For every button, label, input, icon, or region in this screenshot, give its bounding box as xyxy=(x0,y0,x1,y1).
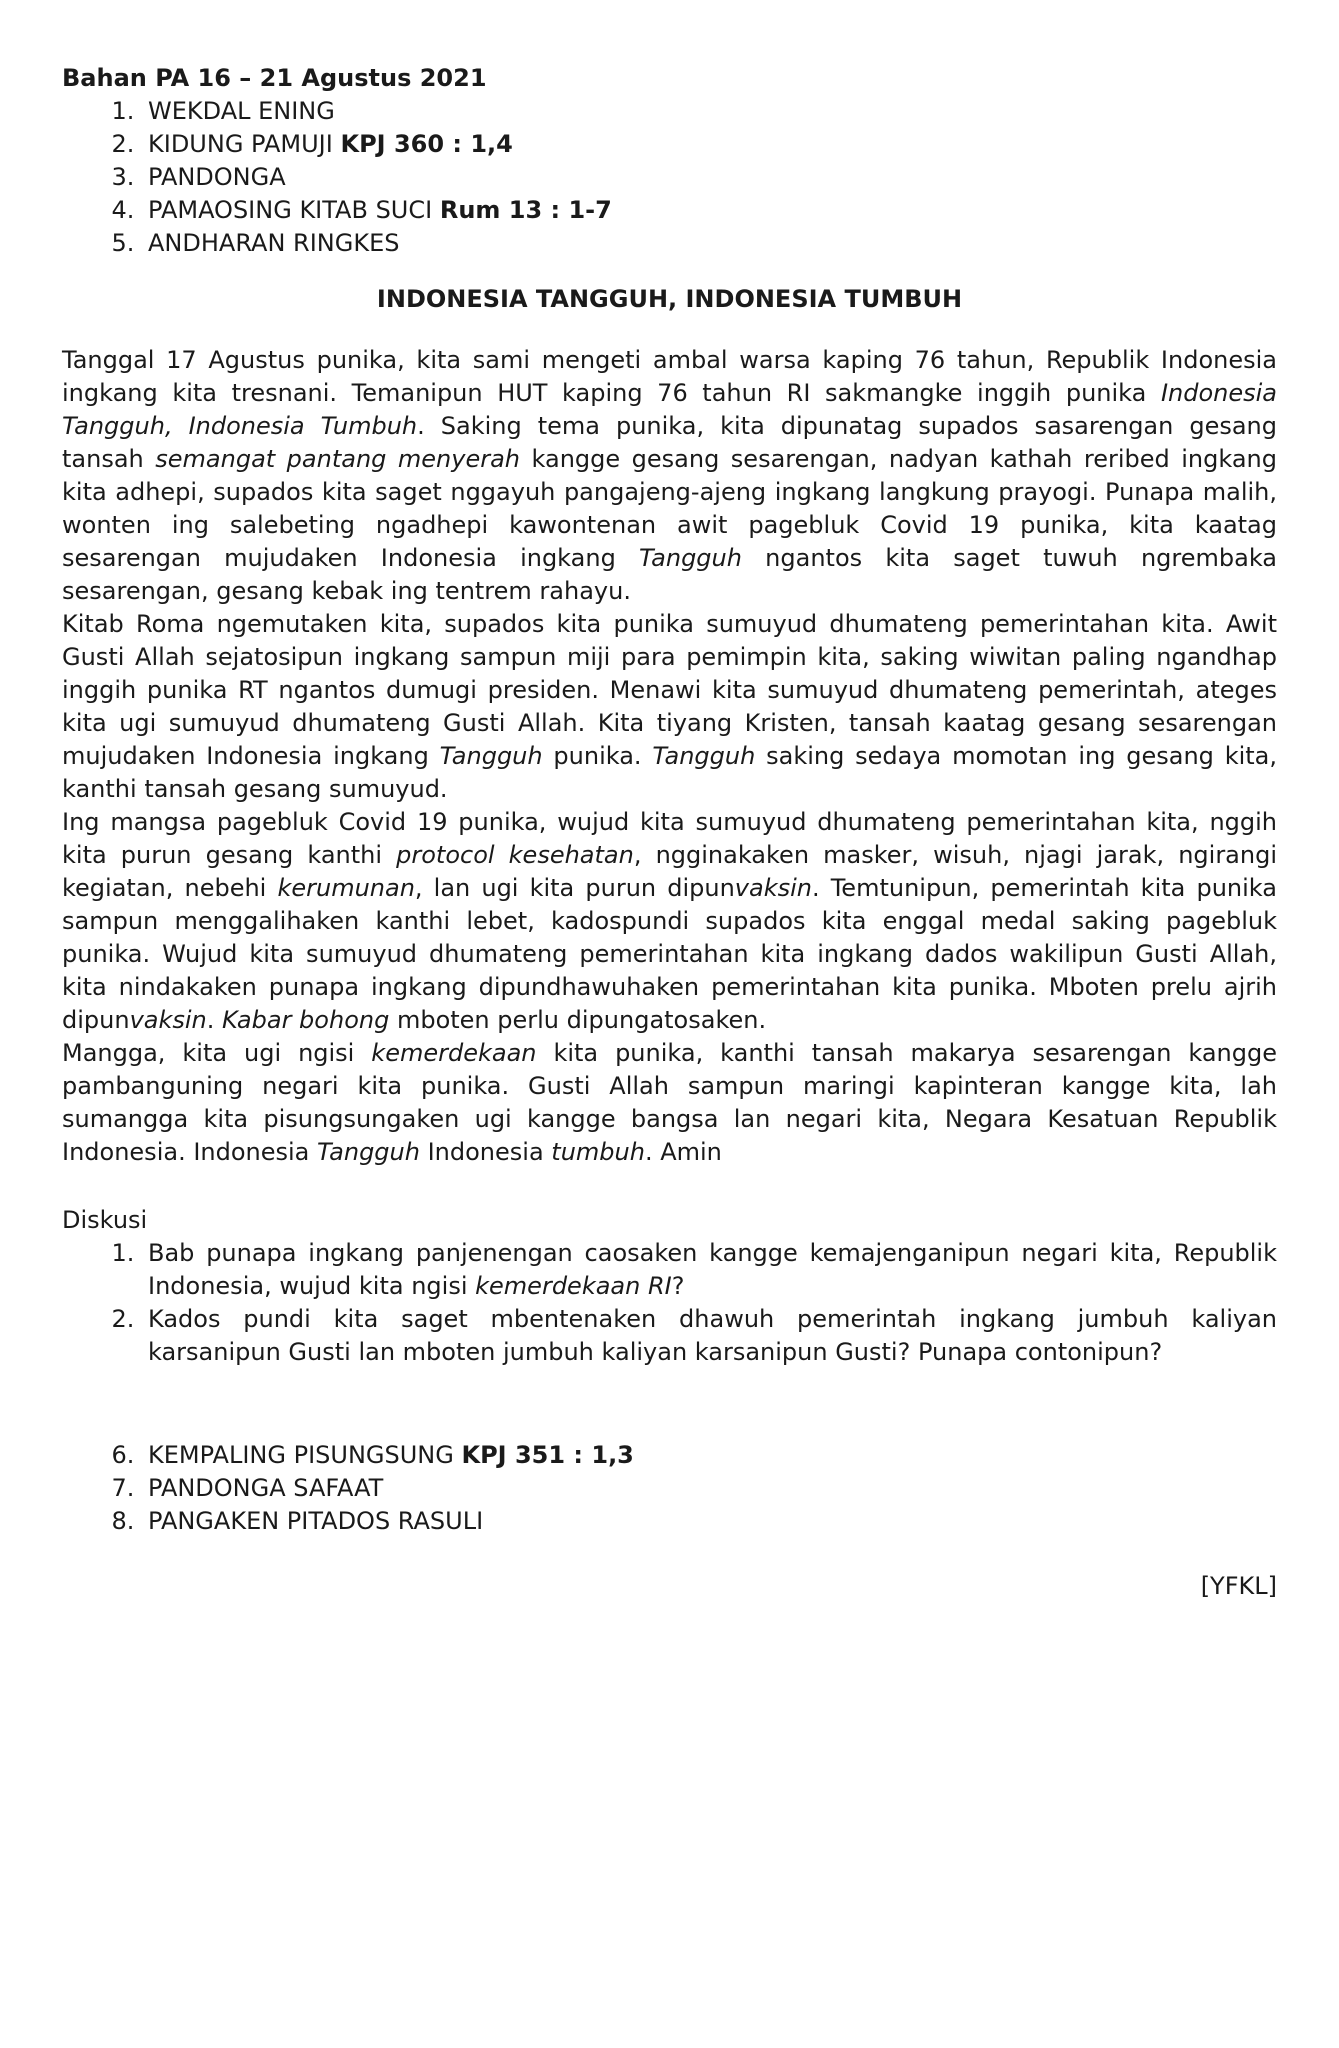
discussion-question xyxy=(142,1303,1277,1369)
agenda-item: 4. PAMAOSING KITAB SUCI Rum 13 : 1-7 xyxy=(142,194,1277,227)
text-run: kita punika, kanthi tansah makarya sesarengan kangge pambanguning negari kita punika. Gusti Allah sampun maringi kapinteran kangge kita, lah sumangga kita pisungsungaken ugi kangge bangsa lan negari kita, Negara Kesatuan Republik Indonesia. Indonesia xyxy=(62,1039,1277,1166)
text-run: kangge gesang sesarengan, nadyan kathah reribed ingkang kita adhepi, supados kita saget nggayuh pangajeng-ajeng ingkang langkung prayogi. Punapa malih, wonten ing salebeting ngadhepi kawontenan awit pagebluk Covid 19 punika, kita kaatag sesarengan mujudaken Indonesia ingkang xyxy=(62,445,1277,572)
agenda-list xyxy=(62,95,1277,260)
text-run: Kados pundi kita saget mbentenaken dhawuh pemerintah ingkang jumbuh kaliyan karsanipun Gusti lan mboten jumbuh kaliyan karsanipun Gusti? Punapa contonipun? xyxy=(148,1305,1277,1366)
italic-run: Kabar bohong xyxy=(222,1006,390,1034)
sermon-paragraph xyxy=(62,806,1277,1037)
discussion-label: Diskusi xyxy=(62,1206,148,1234)
text-run: Ing mangsa pagebluk Covid 19 punika, wujud kita sumuyud dhumateng pemerintahan kita, nggih kita purun gesang kanthi xyxy=(62,808,1277,869)
document-title: Bahan PA 16 – 21 Agustus 2021 xyxy=(62,64,487,92)
text-run: . Temtunipun, pemerintah kita punika sampun menggalihaken kanthi lebet, kadospundi supados kita enggal medal saking pagebluk punika. Wujud kita sumuyud dhumateng pemerintahan kita ingkang dados wakilipun Gusti Allah, kita nindakaken punapa ingkang dipundhawuhaken pemerintahan kita punika. Mboten prelu ajrih dipun xyxy=(62,874,1277,1034)
author-signature: [YFKL] xyxy=(1200,1572,1277,1600)
italic-run: semangat pantang menyerah xyxy=(155,445,521,473)
text-run: Kitab Roma ngemutaken kita, supados kita punika sumuyud dhumateng pemerintahan kita. Awit Gusti Allah sejatosipun ingkang sampun miji para pemimpin kita, saking wiwitan paling ngandhap inggih punika RT ngantos dumugi presiden. Menawi kita sumuyud dhumateng pemerintah, ateges kita ugi sumuyud dhumateng Gusti Allah. Kita tiyang Kristen, tansah kaatag gesang sesarengan mujudaken Indonesia ingkang xyxy=(62,610,1277,770)
closing-item: 7. PANDONGA SAFAAT xyxy=(142,1472,1277,1505)
italic-run: Tangguh xyxy=(652,742,756,770)
text-run: mboten perlu dipungatosaken. xyxy=(389,1006,767,1034)
closing-item: 8. PANGAKEN PITADOS RASULI xyxy=(142,1505,1277,1538)
text-run: . xyxy=(206,1006,223,1034)
italic-run: Indonesia Tangguh, Indonesia Tumbuh xyxy=(62,379,1277,440)
sermon-heading: INDONESIA TANGGUH, INDONESIA TUMBUH xyxy=(376,285,963,313)
sermon-paragraph xyxy=(62,344,1277,608)
text-run: Tanggal 17 Agustus punika, kita sami mengeti ambal warsa kaping 76 tahun, Republik Indonesia ingkang kita tresnani. Temanipun HUT kaping 76 tahun RI sakmangke inggih punika xyxy=(62,346,1277,407)
text-run: Bab punapa ingkang panjenengan caosaken kangge kemajenganipun negari kita, Republik Indonesia, wujud kita ngisi xyxy=(148,1239,1277,1300)
italic-run: Tangguh xyxy=(639,544,742,572)
text-run: saking sedaya momotan ing gesang kita, kanthi tansah gesang sumuyud. xyxy=(62,742,1278,803)
agenda-item: 5. ANDHARAN RINGKES xyxy=(142,227,1277,260)
italic-run: Tangguh xyxy=(439,742,543,770)
sermon-paragraph xyxy=(62,1037,1277,1169)
agenda-item: 2. KIDUNG PAMUJI KPJ 360 : 1,4 xyxy=(142,128,1277,161)
sermon-body xyxy=(62,344,1277,1169)
discussion-questions xyxy=(62,1237,1277,1369)
italic-run: tumbuh xyxy=(551,1138,645,1166)
agenda-item: 1. WEKDAL ENING xyxy=(142,95,1277,128)
text-run: Indonesia xyxy=(419,1138,552,1166)
italic-run: vaksin xyxy=(129,1006,207,1034)
sermon-paragraph xyxy=(62,608,1277,806)
document-page xyxy=(62,62,1277,1603)
closing-item: 6. KEMPALING PISUNGSUNG KPJ 351 : 1,3 xyxy=(142,1439,1277,1472)
text-run: ? xyxy=(671,1272,685,1300)
text-run: . Saking tema punika, kita dipunatag supados sasarengan gesang tansah xyxy=(62,412,1277,473)
italic-run: Tangguh xyxy=(317,1138,420,1166)
italic-run: kemerdekaan xyxy=(371,1039,537,1067)
text-run: , lan ugi kita purun dipun xyxy=(414,874,735,902)
text-run: , ngginakaken masker, wisuh, njagi jarak, ngirangi kegiatan, nebehi xyxy=(62,841,1278,902)
text-run: Mangga, kita ugi ngisi xyxy=(62,1039,372,1067)
text-run: ngantos kita saget tuwuh ngrembaka sesarengan, gesang kebak ing tentrem rahayu. xyxy=(62,544,1277,605)
italic-run: kemerdekaan RI xyxy=(475,1272,672,1300)
text-run: punika. xyxy=(542,742,653,770)
italic-run: protocol kesehatan xyxy=(396,841,634,869)
closing-list xyxy=(62,1439,1277,1538)
italic-run: kerumunan xyxy=(277,874,415,902)
agenda-item: 3. PANDONGA xyxy=(142,161,1277,194)
text-run: . Amin xyxy=(644,1138,722,1166)
discussion-question xyxy=(142,1237,1277,1303)
italic-run: vaksin xyxy=(734,874,812,902)
